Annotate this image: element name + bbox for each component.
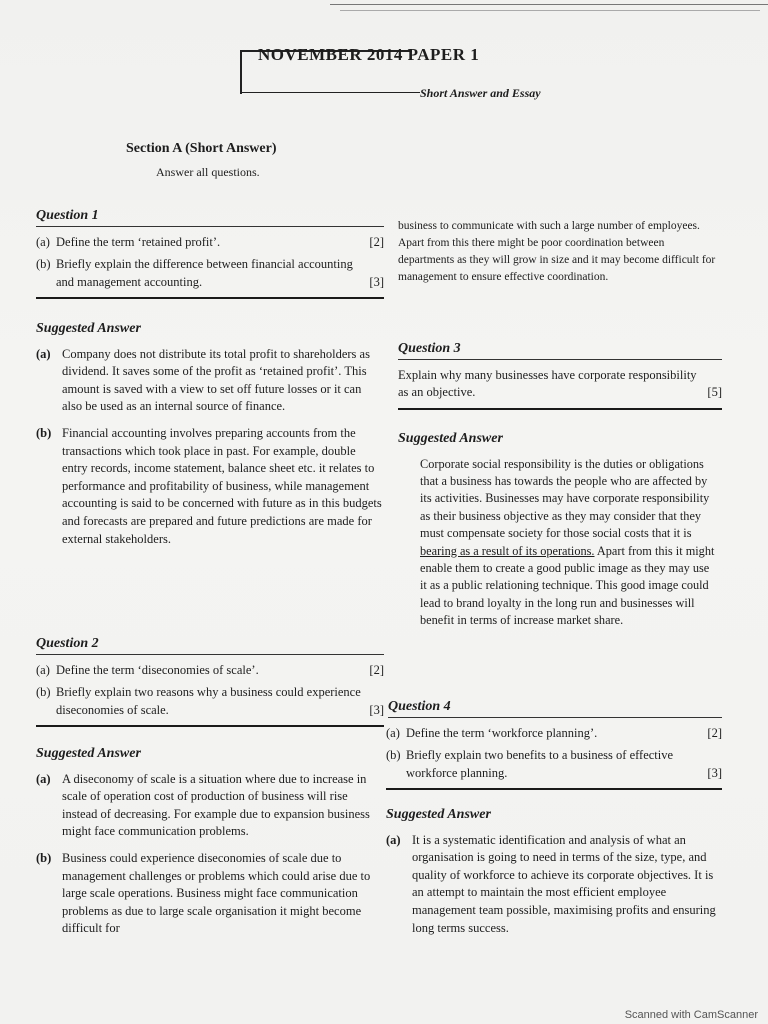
item-text: Define the term ‘retained profit’.	[56, 234, 221, 249]
answer-text: It is a systematic identification and analysis of what an organisation is going to need in terms of the size, type, and quality of workforce to achieve its corporate objectives. It is an attempt to maintain the most efficient employee management team possible, maximising profits and ensuring long terms success.	[412, 832, 716, 935]
item-marks: [3]	[369, 702, 384, 717]
answer-label: (a)	[386, 832, 401, 847]
answer-3-part2: Apart from this it might enable them to create a good public image as they may use it as a public relationing technique. This good image could lead to brand loyalty in the long run and businesses will benefit in terms of increase market share.	[420, 543, 715, 628]
question-4a	[386, 725, 722, 743]
answer-1a	[36, 346, 384, 416]
exam-title: NOVEMBER 2014 PAPER 1	[258, 45, 480, 64]
item-marks: [3]	[369, 274, 384, 289]
answer-label: (b)	[36, 850, 52, 865]
right-column-q4	[386, 698, 722, 790]
item-label: (b)	[386, 748, 401, 763]
item-label: (a)	[36, 234, 50, 249]
question-3-marks: [5]	[707, 385, 722, 400]
divider	[36, 725, 384, 727]
item-text: Briefly explain two benefits to a business of effective workforce planning.	[406, 748, 674, 780]
answer-2a	[36, 771, 384, 841]
divider	[398, 408, 722, 410]
suggested-answer-1-heading: Suggested Answer	[36, 321, 141, 336]
suggested-answer-2-heading: Suggested Answer	[36, 746, 141, 761]
top-rule-secondary	[340, 10, 760, 11]
item-text: Define the term ‘workforce planning’.	[406, 725, 598, 740]
question-3	[386, 367, 722, 402]
answer-label: (a)	[36, 771, 51, 786]
answer-3-underlined: bearing as a result of its operations.	[420, 543, 595, 558]
answer-2b	[36, 850, 384, 938]
item-text: Briefly explain two reasons why a business could experience diseconomies of scale.	[56, 685, 361, 717]
question-4-heading: Question 4	[388, 698, 722, 718]
top-rule	[330, 4, 768, 5]
answer-4a	[386, 832, 722, 938]
left-column-a2	[36, 745, 384, 947]
left-column-q1	[36, 207, 384, 299]
divider	[386, 788, 722, 790]
question-4b	[386, 747, 722, 782]
question-1-heading: Question 1	[36, 207, 384, 227]
item-label: (a)	[386, 725, 400, 740]
left-column-a1	[36, 320, 384, 557]
answer-label: (b)	[36, 425, 52, 440]
question-3-text: Explain why many businesses have corporate responsibility as an objective.	[398, 367, 697, 400]
item-marks: [2]	[707, 725, 722, 740]
item-marks: [2]	[369, 662, 384, 677]
item-label: (b)	[36, 257, 51, 272]
left-column-q2	[36, 635, 384, 727]
answer-3-text	[398, 456, 722, 630]
section-title: Section A (Short Answer)	[126, 141, 277, 156]
question-1a	[36, 234, 384, 252]
question-1b	[36, 256, 384, 291]
right-column-continuation	[386, 218, 720, 286]
section-instruction: Answer all questions.	[156, 165, 260, 179]
question-3-heading: Question 3	[398, 340, 722, 360]
exam-subtitle: Short Answer and Essay	[420, 86, 541, 100]
divider	[36, 297, 384, 299]
answer-1b	[36, 425, 384, 548]
answer-text: Financial accounting involves preparing accounts from the transactions which took place in past. For example, double entry records, income statement, balance sheet etc. it relates to performance and profitability of business, while management accounting is said to be concerned with future as in this budgets and forecasts are prepared and future predictions are made for external stakeholders.	[62, 425, 382, 546]
item-marks: [2]	[369, 234, 384, 249]
item-text: Briefly explain the difference between financial accounting and management accounting.	[56, 257, 353, 289]
answer-3-part1: Corporate social responsibility is the duties or obligations that a business has towards the people who are affected by its activities. Businesses may have corporate responsibility as their business objective as they may consider that they must compensate society for those social costs that it is	[420, 456, 710, 541]
answer-text: Business could experience diseconomies of scale due to management challenges or problems which could arise due to large scale operations. Business might face communication problems as due to large scale organisation it might become difficult for	[62, 850, 371, 936]
continuation-text: business to communicate with such a large number of employees. Apart from this there might be poor coordination between departments as they will grow in size and it may become difficult for management to ensure effective coordination.	[398, 220, 716, 283]
title-underline	[240, 92, 420, 93]
item-label: (a)	[36, 662, 50, 677]
question-2a	[36, 662, 384, 680]
question-2-heading: Question 2	[36, 635, 384, 655]
suggested-answer-4-heading: Suggested Answer	[386, 807, 491, 822]
suggested-answer-3-heading: Suggested Answer	[398, 431, 503, 446]
scanner-watermark: Scanned with CamScanner	[624, 1009, 758, 1021]
answer-label: (a)	[36, 346, 51, 361]
answer-text: Company does not distribute its total profit to shareholders as dividend. It saves some of the profit as ‘retained profit’. This amount is saved with a view to set off future losses or it can also be used as an internal source of finance.	[62, 346, 370, 414]
answer-text: A diseconomy of scale is a situation where due to increase in scale of operation cost of production of business will rise instead of decreasing. For example due to expansion business might face communication problems.	[62, 771, 370, 839]
right-column-q3	[386, 340, 722, 410]
right-column-a4	[386, 806, 722, 946]
question-2b	[36, 684, 384, 719]
right-column-a3	[386, 430, 722, 630]
item-text: Define the term ‘diseconomies of scale’.	[56, 662, 259, 677]
item-label: (b)	[36, 685, 51, 700]
item-marks: [3]	[707, 765, 722, 780]
